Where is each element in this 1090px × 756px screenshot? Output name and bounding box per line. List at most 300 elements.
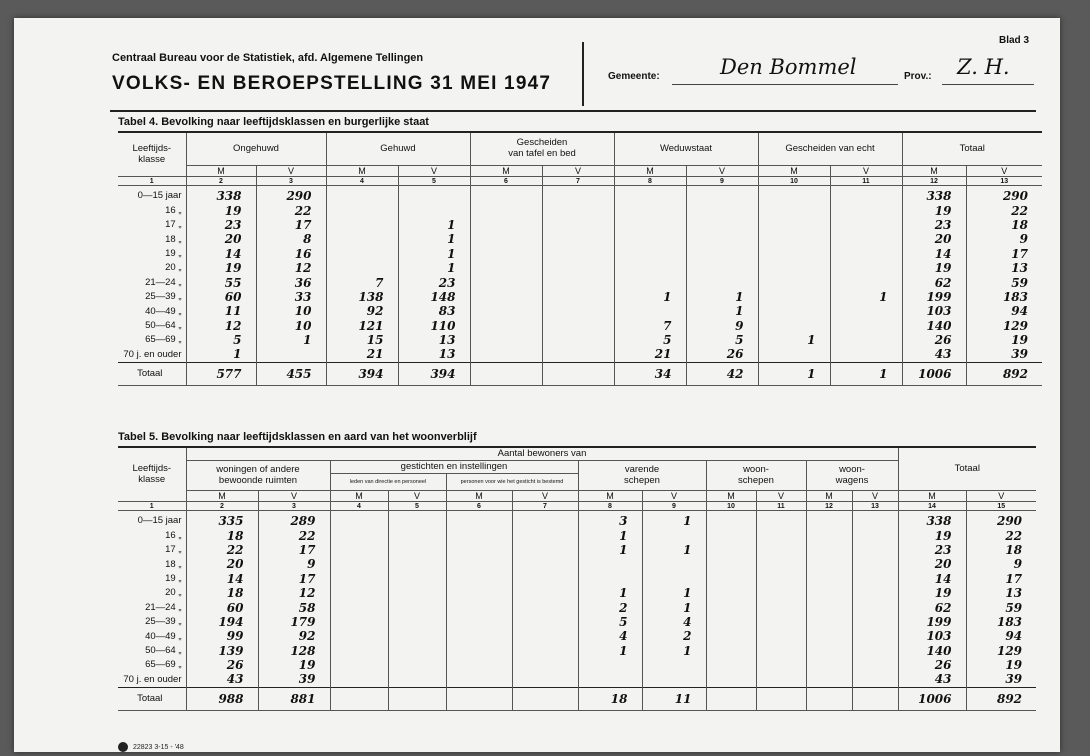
value-cell (806, 572, 852, 586)
value-cell (330, 543, 388, 557)
value-cell (512, 658, 578, 672)
value-cell: 139 (186, 644, 258, 658)
value-cell: 3 (578, 511, 642, 529)
total-cell: 892 (966, 687, 1036, 710)
value-cell: 1 (578, 543, 642, 557)
value-cell (756, 615, 806, 629)
value-cell: 62 (902, 275, 966, 289)
group-header: woon- schepen (706, 461, 806, 491)
value-cell: 1 (578, 586, 642, 600)
value-cell: 12 (256, 261, 326, 275)
total-cell: 394 (398, 362, 470, 385)
value-cell (852, 644, 898, 658)
census-form-sheet (14, 18, 1060, 752)
age-label: 65—69 „ (118, 333, 186, 347)
value-cell: 15 (326, 333, 398, 347)
blad-number: Blad 3 (999, 35, 1030, 46)
value-cell (470, 290, 542, 304)
value-cell (330, 644, 388, 658)
age-label: 17 „ (118, 218, 186, 232)
gemeente-value: Den Bommel (720, 55, 857, 79)
value-cell (512, 511, 578, 529)
male-header: M (326, 166, 398, 177)
value-cell: 11 (186, 304, 256, 318)
value-cell (806, 543, 852, 557)
value-cell (758, 290, 830, 304)
value-cell: 9 (258, 557, 330, 571)
value-cell (642, 672, 706, 687)
value-cell (830, 186, 902, 204)
value-cell (758, 186, 830, 204)
value-cell: 110 (398, 319, 470, 333)
value-cell (542, 247, 614, 261)
value-cell (706, 615, 756, 629)
total-cell: 1 (758, 362, 830, 385)
table-row (118, 629, 1036, 643)
total-cell: 988 (186, 687, 258, 710)
age-class-header: Leeftijds- klasse (118, 447, 186, 502)
value-cell (326, 261, 398, 275)
value-cell (852, 629, 898, 643)
value-cell (830, 304, 902, 318)
column-number: 10 (758, 177, 830, 186)
value-cell (578, 557, 642, 571)
value-cell (542, 186, 614, 204)
value-cell: 43 (186, 672, 258, 687)
value-cell (686, 218, 758, 232)
value-cell: 103 (902, 304, 966, 318)
value-cell (470, 347, 542, 362)
total-cell: 1006 (898, 687, 966, 710)
table-row (118, 557, 1036, 571)
age-class-header: Leeftijds- klasse (118, 132, 186, 177)
total-cell: 881 (258, 687, 330, 710)
value-cell: 10 (256, 319, 326, 333)
total-cell: 455 (256, 362, 326, 385)
value-cell (470, 304, 542, 318)
value-cell (446, 511, 512, 529)
value-cell: 14 (186, 247, 256, 261)
value-cell (830, 333, 902, 347)
value-cell (398, 203, 470, 217)
value-cell (830, 261, 902, 275)
value-cell: 5 (614, 333, 686, 347)
table-row (118, 186, 1042, 204)
value-cell (330, 615, 388, 629)
table-row (118, 275, 1042, 289)
value-cell: 199 (898, 615, 966, 629)
table-row (118, 600, 1036, 614)
male-header: M (706, 491, 756, 502)
value-cell: 140 (898, 644, 966, 658)
value-cell (686, 247, 758, 261)
table-4 (118, 113, 1042, 386)
value-cell: 1 (642, 543, 706, 557)
column-number: 11 (756, 502, 806, 511)
value-cell: 17 (258, 572, 330, 586)
form-title: VOLKS- EN BEROEPSTELLING 31 MEI 1947 (112, 73, 552, 94)
value-cell (446, 586, 512, 600)
value-cell: 129 (966, 644, 1036, 658)
table-row (118, 502, 1036, 511)
value-cell (806, 658, 852, 672)
value-cell (756, 543, 806, 557)
value-cell (686, 186, 758, 204)
age-label: 40—49 „ (118, 304, 186, 318)
value-cell: 55 (186, 275, 256, 289)
female-header: V (512, 491, 578, 502)
printer-logo-icon (118, 742, 128, 752)
value-cell (512, 600, 578, 614)
value-cell: 5 (686, 333, 758, 347)
value-cell (512, 644, 578, 658)
value-cell (614, 232, 686, 246)
female-header: V (852, 491, 898, 502)
table-row (118, 586, 1036, 600)
value-cell (330, 629, 388, 643)
column-number: 7 (512, 502, 578, 511)
value-cell: 12 (186, 319, 256, 333)
value-cell (756, 511, 806, 529)
value-cell: 7 (326, 275, 398, 289)
value-cell (706, 672, 756, 687)
value-cell (326, 203, 398, 217)
female-header: V (756, 491, 806, 502)
value-cell (614, 247, 686, 261)
value-cell: 148 (398, 290, 470, 304)
value-cell: 13 (966, 261, 1042, 275)
value-cell (614, 186, 686, 204)
age-label: 40—49 „ (118, 629, 186, 643)
value-cell (806, 644, 852, 658)
value-cell: 1 (758, 333, 830, 347)
value-cell (756, 528, 806, 542)
value-cell (330, 557, 388, 571)
value-cell (388, 572, 446, 586)
value-cell: 22 (966, 528, 1036, 542)
age-label: 0—15 jaar (118, 186, 186, 204)
male-header: M (186, 166, 256, 177)
value-cell (756, 658, 806, 672)
value-cell (758, 247, 830, 261)
value-cell: 20 (902, 232, 966, 246)
column-number: 6 (446, 502, 512, 511)
value-cell (470, 232, 542, 246)
value-cell (542, 218, 614, 232)
value-cell: 43 (898, 672, 966, 687)
column-number: 15 (966, 502, 1036, 511)
age-label: 70 j. en ouder (118, 672, 186, 687)
male-header: M (902, 166, 966, 177)
value-cell: 1 (398, 247, 470, 261)
value-cell: 20 (186, 232, 256, 246)
value-cell: 60 (186, 600, 258, 614)
table-row (118, 218, 1042, 232)
value-cell (852, 615, 898, 629)
column-number: 12 (902, 177, 966, 186)
sub-group-header: personen voor wie het gesticht is bestemd (446, 474, 578, 491)
value-cell (542, 203, 614, 217)
male-header: M (470, 166, 542, 177)
value-cell: 4 (578, 629, 642, 643)
value-cell: 16 (256, 247, 326, 261)
value-cell: 129 (966, 319, 1042, 333)
value-cell (830, 232, 902, 246)
value-cell: 14 (186, 572, 258, 586)
group-header: Ongehuwd (186, 132, 326, 166)
value-cell: 19 (186, 203, 256, 217)
total-cell: 1006 (902, 362, 966, 385)
value-cell (326, 232, 398, 246)
value-cell: 10 (256, 304, 326, 318)
value-cell: 5 (186, 333, 256, 347)
column-number: 14 (898, 502, 966, 511)
header-divider (582, 42, 584, 106)
value-cell (330, 600, 388, 614)
value-cell (852, 511, 898, 529)
male-header: M (898, 491, 966, 502)
table-row (118, 261, 1042, 275)
value-cell: 22 (966, 203, 1042, 217)
value-cell (686, 261, 758, 275)
value-cell (388, 557, 446, 571)
value-cell (446, 572, 512, 586)
column-number: 1 (118, 177, 186, 186)
value-cell: 17 (256, 218, 326, 232)
group-header: varende schepen (578, 461, 706, 491)
value-cell (758, 319, 830, 333)
value-cell (830, 203, 902, 217)
value-cell (470, 319, 542, 333)
print-code-text: 22823 3-15 - '48 (132, 743, 184, 751)
column-number: 9 (686, 177, 758, 186)
value-cell (806, 586, 852, 600)
value-cell: 99 (186, 629, 258, 643)
organization-line: Centraal Bureau voor de Statistiek, afd. Algemene Tellingen (112, 52, 424, 64)
value-cell: 60 (186, 290, 256, 304)
value-cell: 7 (614, 319, 686, 333)
table-row (118, 572, 1036, 586)
total-cell: 18 (578, 687, 642, 710)
group-header: woon- wagens (806, 461, 898, 491)
table-row (118, 658, 1036, 672)
female-header: V (258, 491, 330, 502)
value-cell (330, 672, 388, 687)
value-cell: 140 (902, 319, 966, 333)
female-header: V (686, 166, 758, 177)
value-cell: 103 (898, 629, 966, 643)
value-cell: 183 (966, 615, 1036, 629)
value-cell: 199 (902, 290, 966, 304)
value-cell (388, 644, 446, 658)
total-cell (852, 687, 898, 710)
total-cell (446, 687, 512, 710)
value-cell (642, 658, 706, 672)
value-cell (578, 672, 642, 687)
value-cell: 1 (186, 347, 256, 362)
value-cell (758, 232, 830, 246)
female-header: V (388, 491, 446, 502)
value-cell (446, 528, 512, 542)
value-cell: 9 (966, 557, 1036, 571)
prov-label: Prov.: (904, 71, 932, 82)
total-cell (806, 687, 852, 710)
value-cell: 23 (398, 275, 470, 289)
value-cell: 20 (186, 557, 258, 571)
value-cell (470, 218, 542, 232)
value-cell (326, 218, 398, 232)
value-cell: 1 (686, 304, 758, 318)
value-cell (470, 333, 542, 347)
value-cell (758, 347, 830, 362)
total-cell (330, 687, 388, 710)
value-cell (706, 528, 756, 542)
value-cell: 17 (966, 247, 1042, 261)
total-cell (542, 362, 614, 385)
value-cell (256, 347, 326, 362)
column-number: 8 (614, 177, 686, 186)
value-cell (326, 247, 398, 261)
value-cell (446, 615, 512, 629)
value-cell: 1 (398, 218, 470, 232)
table-row (118, 672, 1036, 687)
value-cell: 21 (326, 347, 398, 362)
value-cell: 18 (186, 586, 258, 600)
value-cell: 22 (186, 543, 258, 557)
value-cell: 2 (642, 629, 706, 643)
value-cell (388, 543, 446, 557)
column-number: 4 (326, 177, 398, 186)
value-cell (542, 232, 614, 246)
value-cell: 121 (326, 319, 398, 333)
total-cell: 577 (186, 362, 256, 385)
value-cell (852, 672, 898, 687)
male-header: M (614, 166, 686, 177)
value-cell: 1 (830, 290, 902, 304)
value-cell (686, 275, 758, 289)
table-row (118, 528, 1036, 542)
column-number: 6 (470, 177, 542, 186)
value-cell: 33 (256, 290, 326, 304)
value-cell: 13 (398, 347, 470, 362)
value-cell (756, 629, 806, 643)
female-header: V (966, 166, 1042, 177)
value-cell (830, 347, 902, 362)
value-cell: 179 (258, 615, 330, 629)
value-cell: 36 (256, 275, 326, 289)
male-header: M (806, 491, 852, 502)
value-cell: 19 (258, 658, 330, 672)
value-cell: 26 (186, 658, 258, 672)
value-cell (852, 600, 898, 614)
value-cell: 18 (966, 218, 1042, 232)
value-cell (512, 557, 578, 571)
value-cell (446, 658, 512, 672)
value-cell (758, 203, 830, 217)
value-cell: 58 (258, 600, 330, 614)
group-header: Totaal (898, 447, 1036, 491)
value-cell: 1 (398, 261, 470, 275)
value-cell (706, 557, 756, 571)
value-cell: 338 (186, 186, 256, 204)
value-cell: 138 (326, 290, 398, 304)
table-row (118, 203, 1042, 217)
value-cell (706, 511, 756, 529)
value-cell (852, 557, 898, 571)
value-cell (806, 528, 852, 542)
value-cell (686, 232, 758, 246)
value-cell: 23 (898, 543, 966, 557)
value-cell: 12 (258, 586, 330, 600)
prov-underline (942, 84, 1034, 85)
value-cell: 14 (898, 572, 966, 586)
value-cell (470, 261, 542, 275)
table-row (118, 166, 1042, 177)
value-cell (852, 528, 898, 542)
value-cell: 19 (898, 528, 966, 542)
value-cell: 83 (398, 304, 470, 318)
value-cell (852, 658, 898, 672)
value-cell: 290 (966, 511, 1036, 529)
value-cell: 19 (902, 261, 966, 275)
value-cell: 39 (966, 672, 1036, 687)
value-cell (578, 572, 642, 586)
value-cell (806, 557, 852, 571)
age-label: 16 „ (118, 203, 186, 217)
value-cell: 20 (898, 557, 966, 571)
total-cell: 11 (642, 687, 706, 710)
value-cell (756, 557, 806, 571)
value-cell: 289 (258, 511, 330, 529)
prov-value: Z. H. (957, 55, 1010, 79)
table-row (118, 247, 1042, 261)
column-number: 13 (852, 502, 898, 511)
gemeente-underline (672, 84, 898, 85)
total-cell: 394 (326, 362, 398, 385)
value-cell (614, 261, 686, 275)
value-cell: 22 (256, 203, 326, 217)
value-cell (388, 658, 446, 672)
total-cell (470, 362, 542, 385)
female-header: V (256, 166, 326, 177)
age-label: 25—39 „ (118, 290, 186, 304)
total-cell (756, 687, 806, 710)
value-cell (542, 261, 614, 275)
table-4-caption: Tabel 4. Bevolking naar leeftijdsklassen en burgerlijke staat (118, 113, 1042, 132)
age-label: 50—64 „ (118, 644, 186, 658)
male-header: M (446, 491, 512, 502)
sub-group-header: leden van directie en personeel (330, 474, 446, 491)
value-cell (706, 644, 756, 658)
column-number: 2 (186, 502, 258, 511)
value-cell: 2 (578, 600, 642, 614)
table-row (118, 644, 1036, 658)
value-cell: 92 (258, 629, 330, 643)
table-row (118, 615, 1036, 629)
value-cell: 194 (186, 615, 258, 629)
table-row (118, 304, 1042, 318)
female-header: V (966, 491, 1036, 502)
table-row (118, 113, 1042, 132)
total-cell (388, 687, 446, 710)
top-header: Aantal bewoners van (186, 447, 898, 461)
group-header: gestichten en instellingen (330, 461, 578, 474)
value-cell (706, 572, 756, 586)
value-cell (446, 644, 512, 658)
table-row (118, 447, 1036, 461)
column-number: 3 (256, 177, 326, 186)
value-cell (642, 528, 706, 542)
